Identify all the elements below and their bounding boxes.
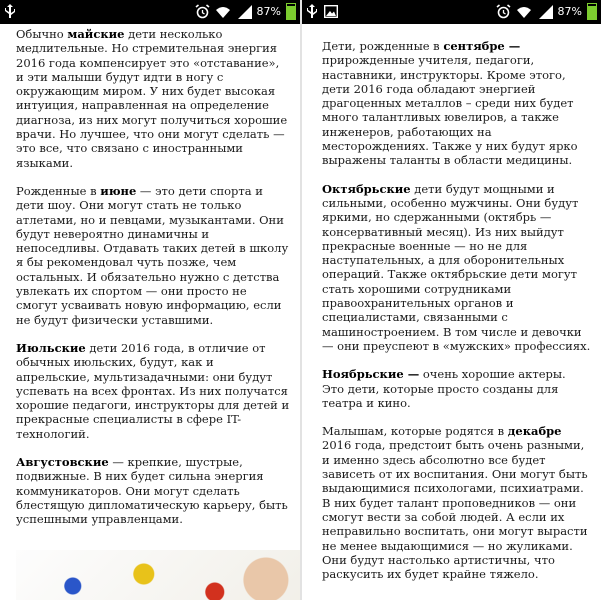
battery-percent: 87% xyxy=(557,5,582,18)
text-run: Рожденные в xyxy=(16,183,101,198)
battery-icon xyxy=(286,3,296,20)
bold-text: майские xyxy=(67,27,125,41)
signal-icon xyxy=(236,5,252,19)
article-text-left xyxy=(0,24,300,527)
bold-text: Августовские xyxy=(16,455,109,470)
text-run: дети будут мощными и сильными, особенно мужчины. Они будут яркими, но сдержанными (октябрь — консервативный месяц). Из них выйдут прекрасные военные — но не для наступательных, а для оборонительных операций. Также октябрьские дети могут стать хорошими сотрудниками правоохранительных органов и специалистами, связанными с машиностроением. В том числе и девочки — они преуспеют в «мужских» профессиях. xyxy=(322,181,591,353)
text-run: дети несколько медлительные. Но стремительная энергия 2016 года компенсирует это «отставание», и эти малыши будут идти в ногу с окружающим миром. У них будет высокая интуиция, направленная на определение диагноза, из них могут получиться хорошие врачи. Но лучшее, что они могут сделать — это все, что связано с иностранными языками. xyxy=(16,27,288,170)
battery-icon xyxy=(587,3,597,20)
left-screenshot-panel xyxy=(0,0,300,600)
bold-text: Июльские xyxy=(16,340,86,355)
usb-icon xyxy=(306,4,318,18)
signal-icon xyxy=(537,5,553,19)
bold-text: Ноябрьские — xyxy=(322,367,420,382)
bold-text: Октябрьские xyxy=(322,181,411,196)
text-run: прирожденные учителя, педагоги, наставники, инструкторы. Кроме этого, дети 2016 года обладают энергией драгоценных металлов – среди них будет много талантливых ювелиров, а также инженеров, работающих на месторождениях. Также у них будут ярко выражены таланты в области медицины. xyxy=(322,53,578,168)
wifi-icon xyxy=(516,5,532,19)
text-run: — крепкие, шустрые, подвижные. В них будет сильна энергия коммуникаторов. Они могут сделать блестящую дипломатическую карьеру, быть успешными управленцами. xyxy=(16,455,288,527)
text-run: Обычно xyxy=(16,27,68,41)
bold-text: декабре xyxy=(507,424,562,439)
text-run: — это дети спорта и дети шоу. Они могут стать не только атлетами, но и певцами, музыкантами. Они будут невероятно динамичны и непоседливы. Отдавать таких детей в школу я бы рекомендовал чуть позже, чем остальных. И обязательно нужно с детства увлекать их спортом — они просто не смогут усваивать новую информацию, если не будут физически уставшими. xyxy=(16,183,289,327)
text-run: дети 2016 года, в отличие от обычных июльских, будут, как и апрельские, мультизадачными: они будут успевать на всех фронтах. Из них получатся хорошие педагоги, инструкторы для детей и прекрасные специалисты в сфере IT-технологий. xyxy=(16,340,290,441)
article-paragraph xyxy=(322,39,591,168)
bold-text: июне xyxy=(100,183,137,198)
right-screenshot-panel xyxy=(302,0,601,600)
article-paragraph xyxy=(322,182,591,354)
status-bar xyxy=(0,0,300,24)
text-run: Малышам, которые родятся в xyxy=(322,424,508,439)
article-paragraph xyxy=(16,455,290,526)
text-run: очень хорошие актеры. Это дети, которые просто созданы для театра и кино. xyxy=(322,367,566,410)
gallery-icon xyxy=(324,5,338,18)
battery-percent: 87% xyxy=(256,5,281,18)
article-paragraph xyxy=(16,184,290,327)
text-run: 2016 года, предстоит быть очень разными, и именно здесь абсолютно все будет зависеть от их воспитания. Они могут быть выдающимися психологами, психиатрами. В них будет талант проповедников — они смогут вести за собой людей. А если их неправильно воспитать, они могут вырасти не менее выдающимися — но жуликами. Они будут настолько артистичны, что раскусить их будет крайне тяжело. xyxy=(322,438,588,582)
status-bar xyxy=(302,0,601,24)
article-paragraph xyxy=(322,424,591,581)
alarm-icon xyxy=(496,4,511,19)
article-paragraph xyxy=(322,367,591,410)
article-image xyxy=(16,550,300,600)
usb-icon xyxy=(4,4,16,18)
bold-text: сентябре — xyxy=(443,39,521,53)
article-paragraph xyxy=(16,341,290,441)
wifi-icon xyxy=(215,5,231,19)
text-run: Дети, рожденные в xyxy=(322,39,444,53)
article-paragraph xyxy=(16,27,290,170)
article-text-right xyxy=(302,24,601,581)
alarm-icon xyxy=(195,4,210,19)
